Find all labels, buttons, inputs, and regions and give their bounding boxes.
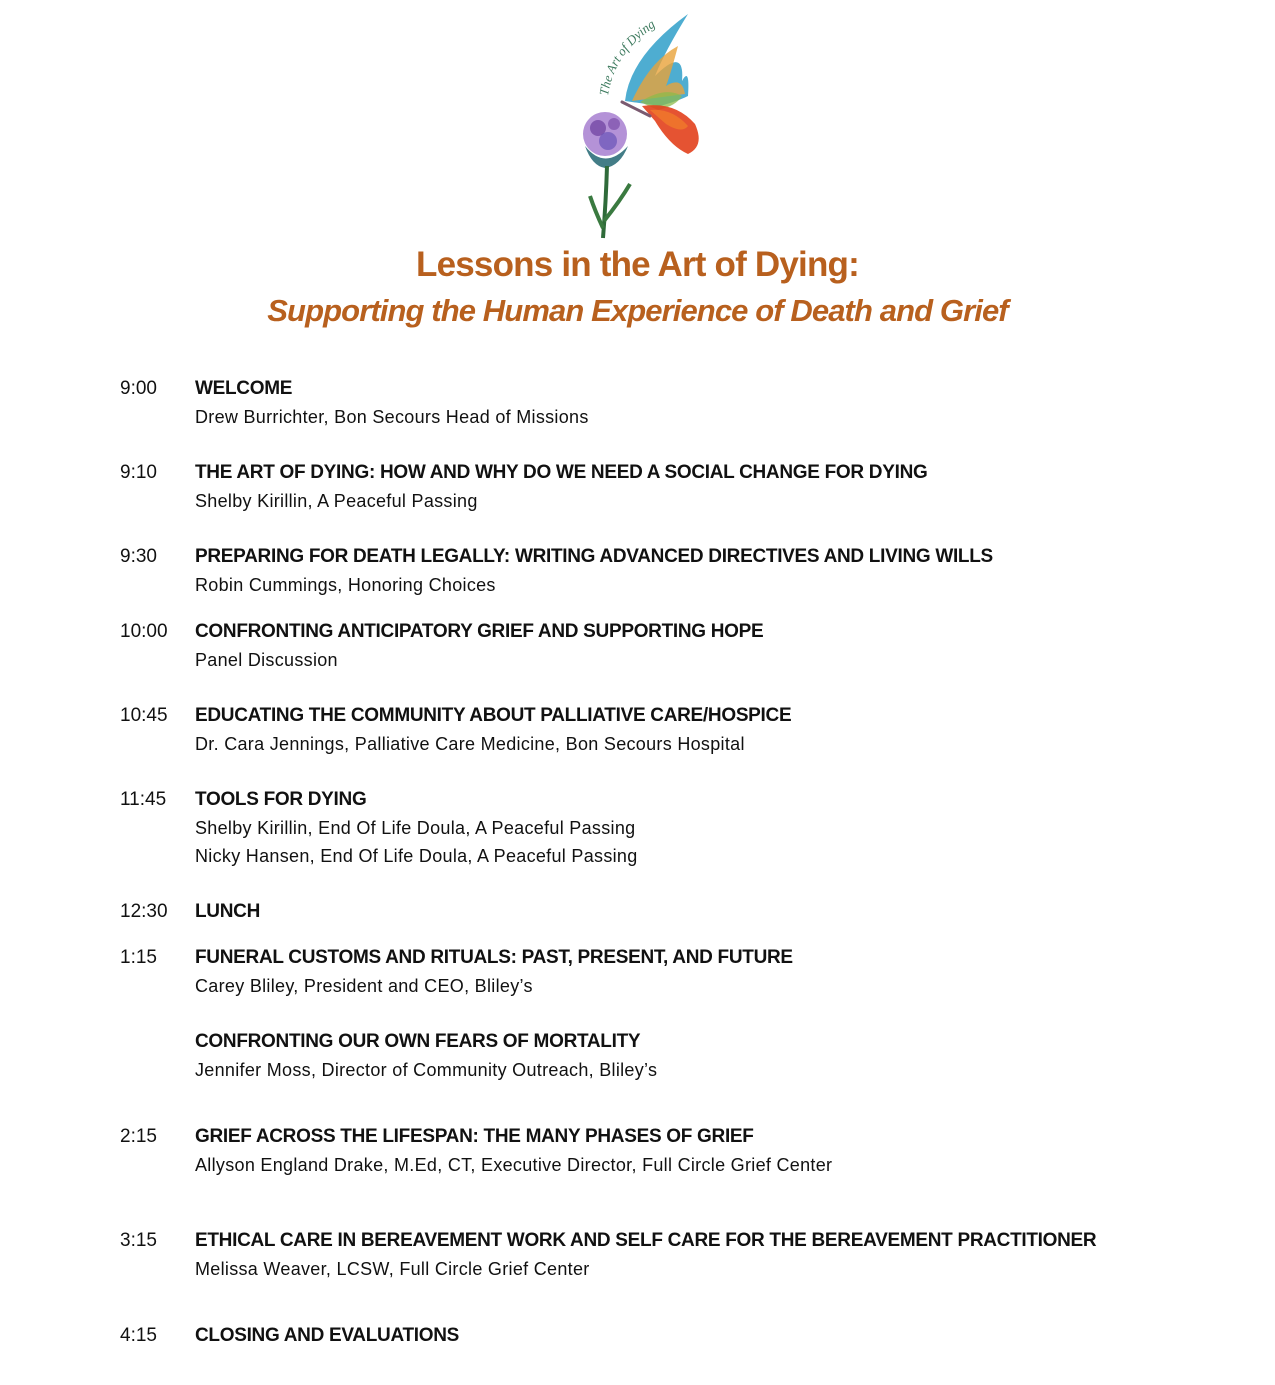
- page-subtitle: Supporting the Human Experience of Death and Grief: [267, 293, 1008, 328]
- agenda-time: 9:10: [120, 462, 157, 483]
- agenda-time: 9:00: [120, 378, 157, 399]
- session-title: THE ART OF DYING: HOW AND WHY DO WE NEED A SOCIAL CHANGE FOR DYING: [195, 462, 928, 483]
- agenda-time: 9:30: [120, 546, 157, 567]
- session-speaker: Dr. Cara Jennings, Palliative Care Medicine, Bon Secours Hospital: [195, 734, 745, 754]
- session-speaker: Nicky Hansen, End Of Life Doula, A Peaceful Passing: [195, 846, 638, 866]
- session-title: LUNCH: [195, 901, 260, 922]
- session-speaker: Jennifer Moss, Director of Community Outreach, Bliley’s: [195, 1060, 658, 1080]
- art-of-dying-logo: [570, 6, 715, 241]
- session-title: FUNERAL CUSTOMS AND RITUALS: PAST, PRESENT, AND FUTURE: [195, 947, 793, 968]
- agenda-time: 3:15: [120, 1230, 157, 1251]
- session-speaker: Drew Burrichter, Bon Secours Head of Missions: [195, 407, 589, 427]
- logo-text: The Art of Dying: [596, 16, 658, 97]
- agenda-time: 4:15: [120, 1325, 157, 1346]
- session-speaker: Shelby Kirillin, End Of Life Doula, A Peaceful Passing: [195, 818, 636, 838]
- agenda-time: 10:45: [120, 705, 168, 726]
- agenda-time: 1:15: [120, 947, 157, 968]
- session-speaker: Carey Bliley, President and CEO, Bliley’s: [195, 976, 533, 996]
- session-title: TOOLS FOR DYING: [195, 789, 367, 810]
- header: [0, 243, 1275, 335]
- session-title: CONFRONTING OUR OWN FEARS OF MORTALITY: [195, 1031, 641, 1052]
- session-title: CLOSING AND EVALUATIONS: [195, 1325, 460, 1346]
- session-title: EDUCATING THE COMMUNITY ABOUT PALLIATIVE CARE/HOSPICE: [195, 705, 792, 726]
- session-title: ETHICAL CARE IN BEREAVEMENT WORK AND SELF CARE FOR THE BEREAVEMENT PRACTITIONER: [195, 1230, 1097, 1251]
- butterfly-and-flower-logo-icon: [570, 6, 715, 241]
- session-title: PREPARING FOR DEATH LEGALLY: WRITING ADVANCED DIRECTIVES AND LIVING WILLS: [195, 546, 993, 567]
- session-title: WELCOME: [195, 378, 293, 399]
- agenda-time: 12:30: [120, 901, 168, 922]
- session-title: GRIEF ACROSS THE LIFESPAN: THE MANY PHASES OF GRIEF: [195, 1126, 754, 1147]
- agenda-time: 11:45: [120, 789, 167, 810]
- session-title: CONFRONTING ANTICIPATORY GRIEF AND SUPPORTING HOPE: [195, 621, 764, 642]
- session-speaker: Shelby Kirillin, A Peaceful Passing: [195, 491, 478, 511]
- agenda-time: 10:00: [120, 621, 168, 642]
- session-speaker: Allyson England Drake, M.Ed, CT, Executive Director, Full Circle Grief Center: [195, 1155, 833, 1175]
- agenda-time: 2:15: [120, 1126, 157, 1147]
- page-title: Lessons in the Art of Dying:: [416, 245, 859, 284]
- session-speaker: Robin Cummings, Honoring Choices: [195, 575, 496, 595]
- session-speaker: Melissa Weaver, LCSW, Full Circle Grief Center: [195, 1259, 590, 1279]
- session-speaker: Panel Discussion: [195, 650, 338, 670]
